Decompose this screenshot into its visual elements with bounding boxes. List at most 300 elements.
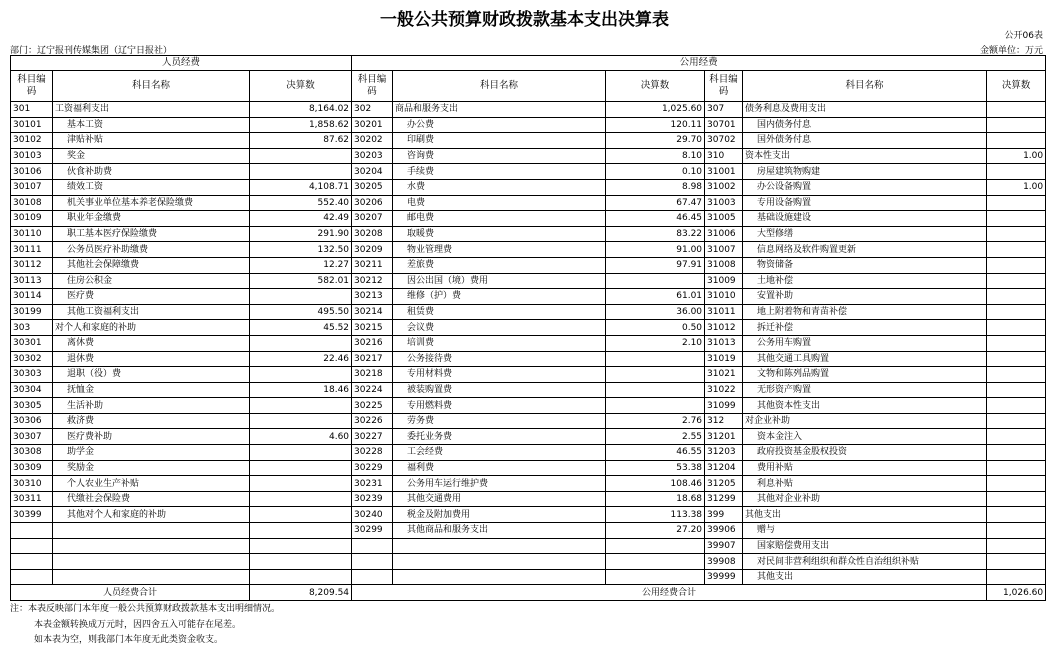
note-line: 注：本表反映部门本年度一般公共预算财政拨款基本支出明细情况。: [10, 604, 281, 614]
public-right-amount-cell: [987, 476, 1046, 492]
public-right-amount-cell: [987, 460, 1046, 476]
personnel-code-cell: 30102: [11, 133, 53, 149]
public-mid-code-cell: 30224: [352, 382, 393, 398]
personnel-name-cell: 其他社会保障缴费: [53, 257, 250, 273]
public-mid-code-cell: 30231: [352, 476, 393, 492]
public-mid-code-cell: 30229: [352, 460, 393, 476]
public-right-code-cell: 39999: [705, 569, 743, 585]
public-right-amount-cell: [987, 273, 1046, 289]
column-header-amount: 决算数: [606, 71, 705, 102]
public-right-amount-cell: [987, 351, 1046, 367]
public-right-code-cell: 39906: [705, 523, 743, 539]
public-mid-amount-cell: 27.20: [606, 523, 705, 539]
personnel-amount-cell: 552.40: [250, 195, 352, 211]
department-label: 部门：辽宁报刊传媒集团（辽宁日报社）: [10, 46, 173, 56]
public-mid-code-cell: 30228: [352, 445, 393, 461]
public-right-amount-cell: 1.00: [987, 148, 1046, 164]
public-right-code-cell: 31299: [705, 491, 743, 507]
personnel-name-cell: 医疗费: [53, 289, 250, 305]
public-right-name-cell: 对企业补助: [743, 413, 987, 429]
personnel-amount-cell: [250, 476, 352, 492]
public-right-amount-cell: [987, 554, 1046, 570]
public-mid-name-cell: 税金及附加费用: [393, 507, 606, 523]
personnel-amount-cell: 45.52: [250, 320, 352, 336]
personnel-code-cell: 30311: [11, 491, 53, 507]
public-right-amount-cell: [987, 133, 1046, 149]
public-mid-amount-cell: [606, 569, 705, 585]
personnel-code-cell: 30109: [11, 211, 53, 227]
public-right-code-cell: 31099: [705, 398, 743, 414]
public-right-code-cell: 39907: [705, 538, 743, 554]
public-mid-amount-cell: 8.10: [606, 148, 705, 164]
table-row: [11, 538, 1046, 554]
public-right-name-cell: 政府投资基金股权投资: [743, 445, 987, 461]
personnel-name-cell: 伙食补助费: [53, 164, 250, 180]
personnel-amount-cell: [250, 460, 352, 476]
table-row: [11, 273, 1046, 289]
public-mid-amount-cell: 18.68: [606, 491, 705, 507]
public-right-amount-cell: [987, 367, 1046, 383]
personnel-code-cell: 30107: [11, 179, 53, 195]
public-right-name-cell: 对民间非营利组织和群众性自治组织补贴: [743, 554, 987, 570]
public-right-amount-cell: [987, 398, 1046, 414]
public-mid-name-cell: 被装购置费: [393, 382, 606, 398]
personnel-code-cell: 30108: [11, 195, 53, 211]
personnel-name-cell: 对个人和家庭的补助: [53, 320, 250, 336]
public-mid-name-cell: [393, 569, 606, 585]
public-right-amount-cell: [987, 226, 1046, 242]
personnel-name-cell: 基本工资: [53, 117, 250, 133]
public-right-name-cell: 国家赔偿费用支出: [743, 538, 987, 554]
public-mid-code-cell: 30217: [352, 351, 393, 367]
public-mid-name-cell: 委托业务费: [393, 429, 606, 445]
public-mid-name-cell: 物业管理费: [393, 242, 606, 258]
table-row: [11, 554, 1046, 570]
public-right-amount-cell: [987, 382, 1046, 398]
table-row: [11, 320, 1046, 336]
public-mid-amount-cell: 29.70: [606, 133, 705, 149]
public-mid-amount-cell: 53.38: [606, 460, 705, 476]
public-right-code-cell: 310: [705, 148, 743, 164]
public-right-code-cell: 31012: [705, 320, 743, 336]
public-right-name-cell: 大型修缮: [743, 226, 987, 242]
personnel-amount-cell: 22.46: [250, 351, 352, 367]
public-right-amount-cell: [987, 320, 1046, 336]
column-header-code: 科目编码: [11, 71, 53, 102]
table-row: [11, 226, 1046, 242]
personnel-name-cell: 离休费: [53, 335, 250, 351]
public-mid-amount-cell: 2.76: [606, 413, 705, 429]
public-right-code-cell: 399: [705, 507, 743, 523]
expenditure-table: [10, 55, 1046, 601]
public-mid-name-cell: 取暖费: [393, 226, 606, 242]
personnel-code-cell: 30303: [11, 367, 53, 383]
public-mid-name-cell: 培训费: [393, 335, 606, 351]
public-mid-code-cell: 302: [352, 102, 393, 118]
personnel-code-cell: 30101: [11, 117, 53, 133]
public-mid-code-cell: 30202: [352, 133, 393, 149]
personnel-amount-cell: [250, 445, 352, 461]
public-mid-amount-cell: 46.45: [606, 211, 705, 227]
public-mid-code-cell: 30212: [352, 273, 393, 289]
table-row: [11, 476, 1046, 492]
public-mid-code-cell: 30218: [352, 367, 393, 383]
public-mid-name-cell: 印刷费: [393, 133, 606, 149]
public-mid-amount-cell: 1,025.60: [606, 102, 705, 118]
public-right-name-cell: 其他对企业补助: [743, 491, 987, 507]
public-mid-amount-cell: 91.00: [606, 242, 705, 258]
personnel-amount-cell: [250, 523, 352, 539]
public-right-name-cell: 其他交通工具购置: [743, 351, 987, 367]
personnel-amount-cell: 582.01: [250, 273, 352, 289]
public-mid-code-cell: 30205: [352, 179, 393, 195]
personnel-code-cell: 30309: [11, 460, 53, 476]
personnel-name-cell: 退职（役）费: [53, 367, 250, 383]
personnel-amount-cell: [250, 398, 352, 414]
personnel-code-cell: 303: [11, 320, 53, 336]
public-right-code-cell: 39908: [705, 554, 743, 570]
personnel-code-cell: 30305: [11, 398, 53, 414]
public-right-code-cell: 307: [705, 102, 743, 118]
public-right-amount-cell: [987, 507, 1046, 523]
personnel-name-cell: 抚恤金: [53, 382, 250, 398]
public-mid-name-cell: 手续费: [393, 164, 606, 180]
public-mid-name-cell: [393, 538, 606, 554]
public-mid-code-cell: 30225: [352, 398, 393, 414]
public-mid-code-cell: [352, 569, 393, 585]
table-row: [11, 211, 1046, 227]
personnel-name-cell: 医疗费补助: [53, 429, 250, 445]
page-title: 一般公共预算财政拨款基本支出决算表: [380, 10, 669, 30]
personnel-name-cell: 生活补助: [53, 398, 250, 414]
form-number: 公开06表: [1004, 31, 1043, 41]
public-right-amount-cell: [987, 523, 1046, 539]
personnel-amount-cell: 87.62: [250, 133, 352, 149]
personnel-code-cell: [11, 554, 53, 570]
public-right-name-cell: 土地补偿: [743, 273, 987, 289]
public-mid-code-cell: 30207: [352, 211, 393, 227]
table-row: [11, 445, 1046, 461]
personnel-total-label: 人员经费合计: [11, 585, 250, 601]
personnel-amount-cell: 1,858.62: [250, 117, 352, 133]
personnel-amount-cell: 12.27: [250, 257, 352, 273]
public-right-amount-cell: [987, 429, 1046, 445]
personnel-code-cell: 30110: [11, 226, 53, 242]
public-right-amount-cell: [987, 538, 1046, 554]
public-right-name-cell: 其他资本性支出: [743, 398, 987, 414]
column-header-name: 科目名称: [393, 71, 606, 102]
personnel-amount-cell: 4.60: [250, 429, 352, 445]
personnel-code-cell: 30307: [11, 429, 53, 445]
personnel-code-cell: [11, 538, 53, 554]
personnel-amount-cell: 8,164.02: [250, 102, 352, 118]
personnel-code-cell: 30308: [11, 445, 53, 461]
public-mid-name-cell: 维修（护）费: [393, 289, 606, 305]
public-right-amount-cell: [987, 413, 1046, 429]
public-right-amount-cell: [987, 491, 1046, 507]
table-row: [11, 491, 1046, 507]
public-mid-name-cell: 邮电费: [393, 211, 606, 227]
personnel-name-cell: 津贴补贴: [53, 133, 250, 149]
public-right-name-cell: 其他支出: [743, 569, 987, 585]
personnel-name-cell: [53, 523, 250, 539]
unit-label: 金额单位：万元: [979, 46, 1043, 56]
personnel-amount-cell: [250, 367, 352, 383]
public-total-value: 1,026.60: [987, 585, 1046, 601]
personnel-name-cell: 其他工资福利支出: [53, 304, 250, 320]
personnel-amount-cell: [250, 507, 352, 523]
public-right-name-cell: 其他支出: [743, 507, 987, 523]
public-right-code-cell: 31010: [705, 289, 743, 305]
personnel-code-cell: 30399: [11, 507, 53, 523]
public-right-code-cell: 31204: [705, 460, 743, 476]
public-mid-amount-cell: 83.22: [606, 226, 705, 242]
personnel-amount-cell: 495.50: [250, 304, 352, 320]
public-right-name-cell: 办公设备购置: [743, 179, 987, 195]
public-mid-code-cell: 30239: [352, 491, 393, 507]
public-mid-name-cell: 办公费: [393, 117, 606, 133]
personnel-amount-cell: [250, 538, 352, 554]
public-right-amount-cell: [987, 195, 1046, 211]
public-mid-amount-cell: 2.55: [606, 429, 705, 445]
personnel-code-cell: 30199: [11, 304, 53, 320]
personnel-code-cell: 30304: [11, 382, 53, 398]
public-right-name-cell: 文物和陈列品购置: [743, 367, 987, 383]
public-right-name-cell: 无形资产购置: [743, 382, 987, 398]
public-right-name-cell: 资本金注入: [743, 429, 987, 445]
column-header-amount: 决算数: [250, 71, 352, 102]
personnel-name-cell: 职工基本医疗保险缴费: [53, 226, 250, 242]
public-mid-amount-cell: 113.38: [606, 507, 705, 523]
public-right-code-cell: 30702: [705, 133, 743, 149]
public-mid-code-cell: 30203: [352, 148, 393, 164]
public-mid-code-cell: 30211: [352, 257, 393, 273]
table-row: [11, 289, 1046, 305]
public-mid-code-cell: [352, 538, 393, 554]
personnel-amount-cell: [250, 554, 352, 570]
public-mid-name-cell: 劳务费: [393, 413, 606, 429]
public-mid-name-cell: 电费: [393, 195, 606, 211]
public-mid-amount-cell: 0.50: [606, 320, 705, 336]
public-mid-code-cell: 30213: [352, 289, 393, 305]
personnel-name-cell: 机关事业单位基本养老保险缴费: [53, 195, 250, 211]
personnel-name-cell: 职业年金缴费: [53, 211, 250, 227]
public-mid-code-cell: [352, 554, 393, 570]
public-mid-name-cell: 因公出国（境）费用: [393, 273, 606, 289]
personnel-code-cell: 30306: [11, 413, 53, 429]
personnel-amount-cell: [250, 569, 352, 585]
public-mid-amount-cell: 61.01: [606, 289, 705, 305]
personnel-amount-cell: 291.90: [250, 226, 352, 242]
public-right-code-cell: 312: [705, 413, 743, 429]
column-header-name: 科目名称: [743, 71, 987, 102]
personnel-name-cell: 个人农业生产补贴: [53, 476, 250, 492]
personnel-name-cell: 住房公积金: [53, 273, 250, 289]
public-mid-amount-cell: [606, 273, 705, 289]
table-row: [11, 164, 1046, 180]
personnel-amount-cell: 4,108.71: [250, 179, 352, 195]
personnel-code-cell: 301: [11, 102, 53, 118]
public-right-amount-cell: [987, 211, 1046, 227]
public-right-code-cell: 31003: [705, 195, 743, 211]
table-row: [11, 367, 1046, 383]
personnel-amount-cell: [250, 413, 352, 429]
table-row: [11, 242, 1046, 258]
personnel-name-cell: 助学金: [53, 445, 250, 461]
public-mid-name-cell: 工会经费: [393, 445, 606, 461]
public-right-name-cell: 利息补贴: [743, 476, 987, 492]
public-right-code-cell: 31007: [705, 242, 743, 258]
public-right-code-cell: 31201: [705, 429, 743, 445]
public-mid-code-cell: 30215: [352, 320, 393, 336]
personnel-amount-cell: [250, 148, 352, 164]
table-row: [11, 133, 1046, 149]
personnel-code-cell: [11, 569, 53, 585]
personnel-amount-cell: 18.46: [250, 382, 352, 398]
public-right-code-cell: 31008: [705, 257, 743, 273]
personnel-amount-cell: 42.49: [250, 211, 352, 227]
personnel-name-cell: 救济费: [53, 413, 250, 429]
public-right-code-cell: 31011: [705, 304, 743, 320]
personnel-total-value: 8,209.54: [250, 585, 352, 601]
public-mid-name-cell: 会议费: [393, 320, 606, 336]
public-mid-name-cell: 其他商品和服务支出: [393, 523, 606, 539]
public-right-code-cell: 31001: [705, 164, 743, 180]
public-right-amount-cell: 1.00: [987, 179, 1046, 195]
public-right-code-cell: 31203: [705, 445, 743, 461]
table-row: [11, 523, 1046, 539]
personnel-name-cell: 奖励金: [53, 460, 250, 476]
group-header-personnel: 人员经费: [11, 56, 352, 71]
public-mid-code-cell: 30201: [352, 117, 393, 133]
public-right-code-cell: 31013: [705, 335, 743, 351]
public-mid-name-cell: 公务用车运行维护费: [393, 476, 606, 492]
personnel-name-cell: 其他对个人和家庭的补助: [53, 507, 250, 523]
personnel-name-cell: 工资福利支出: [53, 102, 250, 118]
table-row: [11, 304, 1046, 320]
public-mid-amount-cell: 36.00: [606, 304, 705, 320]
public-right-amount-cell: [987, 569, 1046, 585]
table-row: [11, 507, 1046, 523]
public-mid-amount-cell: 67.47: [606, 195, 705, 211]
public-mid-code-cell: 30204: [352, 164, 393, 180]
public-mid-amount-cell: [606, 554, 705, 570]
public-total-label: 公用经费合计: [352, 585, 987, 601]
public-mid-amount-cell: 0.10: [606, 164, 705, 180]
public-right-code-cell: 31205: [705, 476, 743, 492]
personnel-code-cell: 30106: [11, 164, 53, 180]
table-row: [11, 179, 1046, 195]
personnel-amount-cell: [250, 335, 352, 351]
personnel-name-cell: 退休费: [53, 351, 250, 367]
public-mid-amount-cell: 2.10: [606, 335, 705, 351]
personnel-name-cell: [53, 554, 250, 570]
table-row: [11, 398, 1046, 414]
public-mid-code-cell: 30214: [352, 304, 393, 320]
public-mid-code-cell: 30206: [352, 195, 393, 211]
personnel-code-cell: 30103: [11, 148, 53, 164]
table-row: [11, 429, 1046, 445]
public-mid-name-cell: 福利费: [393, 460, 606, 476]
public-mid-code-cell: 30208: [352, 226, 393, 242]
public-right-name-cell: 拆迁补偿: [743, 320, 987, 336]
table-row: [11, 117, 1046, 133]
public-right-amount-cell: [987, 117, 1046, 133]
public-right-code-cell: 31005: [705, 211, 743, 227]
table-row: [11, 148, 1046, 164]
personnel-name-cell: 代缴社会保险费: [53, 491, 250, 507]
public-mid-amount-cell: [606, 538, 705, 554]
public-right-name-cell: 基础设施建设: [743, 211, 987, 227]
personnel-code-cell: 30114: [11, 289, 53, 305]
public-mid-code-cell: 30299: [352, 523, 393, 539]
public-right-amount-cell: [987, 242, 1046, 258]
public-mid-amount-cell: [606, 398, 705, 414]
public-mid-amount-cell: 108.46: [606, 476, 705, 492]
personnel-amount-cell: [250, 289, 352, 305]
personnel-name-cell: [53, 538, 250, 554]
public-right-code-cell: 31009: [705, 273, 743, 289]
public-mid-code-cell: 30227: [352, 429, 393, 445]
table-row: [11, 335, 1046, 351]
public-right-name-cell: 专用设备购置: [743, 195, 987, 211]
personnel-code-cell: 30310: [11, 476, 53, 492]
public-mid-name-cell: 水费: [393, 179, 606, 195]
public-mid-amount-cell: [606, 367, 705, 383]
personnel-code-cell: 30111: [11, 242, 53, 258]
personnel-name-cell: 公务员医疗补助缴费: [53, 242, 250, 258]
note-line: 如本表为空，则我部门本年度无此类资金收支。: [34, 635, 224, 645]
personnel-code-cell: [11, 523, 53, 539]
notes: [10, 602, 280, 649]
personnel-amount-cell: [250, 164, 352, 180]
public-right-name-cell: 地上附着物和青苗补偿: [743, 304, 987, 320]
public-mid-name-cell: [393, 554, 606, 570]
table-row: [11, 257, 1046, 273]
personnel-code-cell: 30301: [11, 335, 53, 351]
personnel-code-cell: 30302: [11, 351, 53, 367]
public-right-amount-cell: [987, 164, 1046, 180]
public-mid-code-cell: 30240: [352, 507, 393, 523]
column-header-code: 科目编码: [705, 71, 743, 102]
public-right-name-cell: 债务利息及费用支出: [743, 102, 987, 118]
public-right-code-cell: 30701: [705, 117, 743, 133]
public-mid-amount-cell: 46.55: [606, 445, 705, 461]
personnel-name-cell: 奖金: [53, 148, 250, 164]
column-header-name: 科目名称: [53, 71, 250, 102]
public-mid-amount-cell: 8.98: [606, 179, 705, 195]
public-mid-amount-cell: 97.91: [606, 257, 705, 273]
note-line: 本表金额转换成万元时，因四舍五入可能存在尾差。: [34, 619, 242, 630]
public-right-name-cell: 费用补贴: [743, 460, 987, 476]
public-right-code-cell: 31006: [705, 226, 743, 242]
public-right-name-cell: 安置补助: [743, 289, 987, 305]
public-mid-code-cell: 30216: [352, 335, 393, 351]
table-row: [11, 195, 1046, 211]
personnel-name-cell: 绩效工资: [53, 179, 250, 195]
public-right-name-cell: 资本性支出: [743, 148, 987, 164]
public-right-name-cell: 国内债务付息: [743, 117, 987, 133]
personnel-code-cell: 30113: [11, 273, 53, 289]
personnel-amount-cell: 132.50: [250, 242, 352, 258]
public-right-name-cell: 信息网络及软件购置更新: [743, 242, 987, 258]
column-header-amount: 决算数: [987, 71, 1046, 102]
table-row: [11, 382, 1046, 398]
public-right-code-cell: 31019: [705, 351, 743, 367]
table-row: [11, 569, 1046, 585]
public-right-code-cell: 31021: [705, 367, 743, 383]
public-mid-code-cell: 30226: [352, 413, 393, 429]
